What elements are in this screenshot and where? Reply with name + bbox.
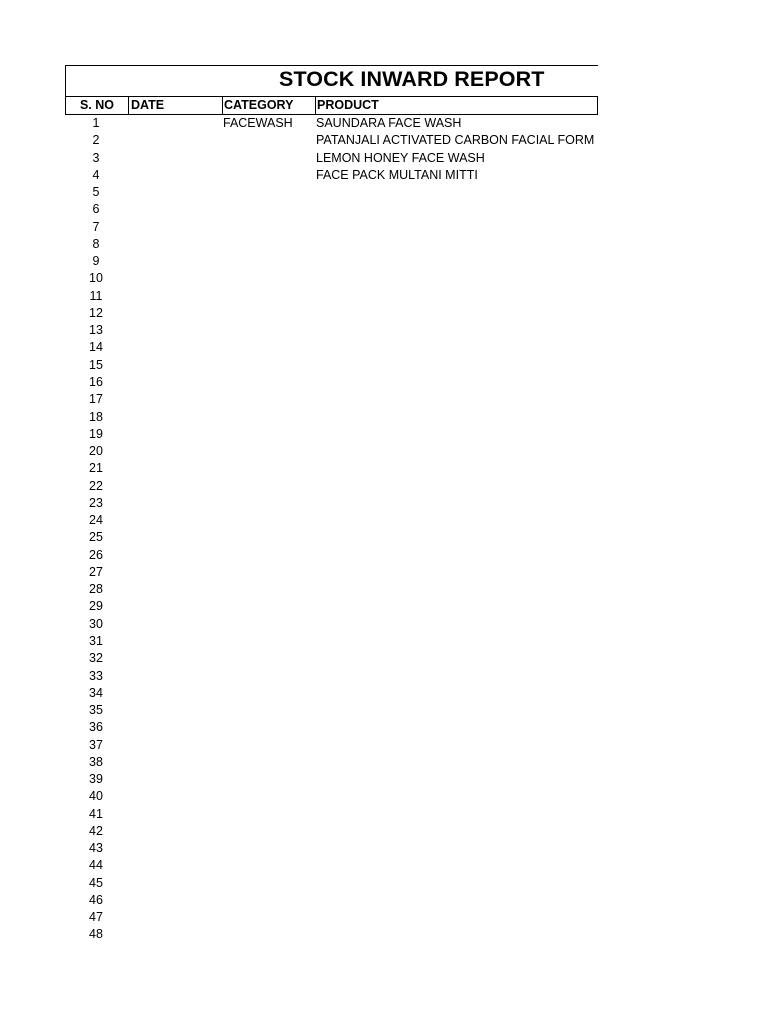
cell-sno: 3 bbox=[92, 150, 100, 165]
cell-sno: 24 bbox=[89, 513, 103, 528]
table-row bbox=[65, 529, 598, 546]
table-row bbox=[65, 478, 598, 495]
cell-sno: 33 bbox=[89, 668, 103, 683]
cell-sno: 32 bbox=[89, 651, 103, 666]
table-row bbox=[65, 201, 598, 218]
table-row bbox=[65, 926, 598, 943]
cell-sno: 21 bbox=[89, 461, 103, 476]
cell-sno: 47 bbox=[89, 910, 103, 925]
table-row bbox=[65, 253, 598, 270]
cell-sno: 1 bbox=[92, 116, 100, 130]
table-row bbox=[65, 754, 598, 771]
table-row bbox=[65, 719, 598, 736]
cell-sno: 28 bbox=[89, 582, 103, 597]
table-row bbox=[65, 236, 598, 253]
header-date: DATE bbox=[128, 97, 222, 114]
table-row bbox=[65, 115, 598, 132]
cell-sno: 29 bbox=[89, 599, 103, 614]
table-row bbox=[65, 495, 598, 512]
cell-sno: 6 bbox=[92, 202, 100, 217]
table-row bbox=[65, 668, 598, 685]
header-category: CATEGORY bbox=[222, 97, 315, 114]
table-row bbox=[65, 737, 598, 754]
cell-sno: 39 bbox=[89, 772, 103, 787]
cell-sno: 31 bbox=[89, 633, 103, 648]
table-row bbox=[65, 132, 598, 149]
cell-sno: 16 bbox=[89, 374, 103, 389]
table-row bbox=[65, 598, 598, 615]
table-row bbox=[65, 650, 598, 667]
cell-sno: 43 bbox=[89, 841, 103, 856]
cell-sno: 22 bbox=[89, 478, 103, 493]
table-row bbox=[65, 305, 598, 322]
cell-sno: 19 bbox=[89, 426, 103, 441]
table-row bbox=[65, 409, 598, 426]
header-sno: S. NO bbox=[79, 98, 115, 112]
cell-sno: 12 bbox=[89, 305, 103, 320]
stock-inward-report-sheet bbox=[65, 65, 598, 944]
cell-sno: 44 bbox=[89, 858, 103, 873]
cell-sno: 18 bbox=[89, 409, 103, 424]
cell-sno: 5 bbox=[92, 185, 100, 200]
report-title: STOCK INWARD REPORT bbox=[279, 67, 545, 91]
table-row bbox=[65, 374, 598, 391]
table-row bbox=[65, 633, 598, 650]
table-row bbox=[65, 391, 598, 408]
cell-sno: 37 bbox=[89, 737, 103, 752]
cell-sno: 27 bbox=[89, 564, 103, 579]
cell-sno: 8 bbox=[92, 236, 100, 251]
cell-sno: 41 bbox=[89, 806, 103, 821]
table-row bbox=[65, 892, 598, 909]
cell-product: FACE PACK MULTANI MITTI bbox=[316, 167, 478, 182]
table-row bbox=[65, 616, 598, 633]
cell-sno: 35 bbox=[89, 703, 103, 718]
table-row bbox=[65, 564, 598, 581]
cell-product: SAUNDARA FACE WASH bbox=[316, 116, 462, 130]
table-header-row bbox=[65, 96, 598, 115]
table-row bbox=[65, 219, 598, 236]
cell-sno: 20 bbox=[89, 444, 103, 459]
cell-sno: 2 bbox=[92, 133, 100, 148]
table-row bbox=[65, 443, 598, 460]
cell-sno: 26 bbox=[89, 547, 103, 562]
table-row bbox=[65, 840, 598, 857]
table-row bbox=[65, 167, 598, 184]
table-row bbox=[65, 184, 598, 201]
cell-category: FACEWASH bbox=[223, 116, 293, 130]
table-row bbox=[65, 512, 598, 529]
table-row bbox=[65, 909, 598, 926]
table-row bbox=[65, 857, 598, 874]
table-row bbox=[65, 581, 598, 598]
table-row bbox=[65, 547, 598, 564]
table-row bbox=[65, 460, 598, 477]
cell-sno: 7 bbox=[92, 219, 100, 234]
cell-sno: 14 bbox=[89, 340, 103, 355]
table-body bbox=[65, 115, 598, 944]
table-row bbox=[65, 339, 598, 356]
cell-sno: 45 bbox=[89, 875, 103, 890]
table-row bbox=[65, 357, 598, 374]
cell-sno: 38 bbox=[89, 754, 103, 769]
cell-product: LEMON HONEY FACE WASH bbox=[316, 150, 485, 165]
cell-sno: 9 bbox=[92, 254, 100, 269]
report-title-box bbox=[65, 65, 598, 96]
cell-sno: 11 bbox=[89, 288, 103, 303]
table-row bbox=[65, 788, 598, 805]
table-row bbox=[65, 270, 598, 287]
table-row bbox=[65, 823, 598, 840]
table-row bbox=[65, 288, 598, 305]
table-row bbox=[65, 806, 598, 823]
cell-sno: 15 bbox=[89, 357, 103, 372]
cell-sno: 23 bbox=[89, 495, 103, 510]
table-row bbox=[65, 702, 598, 719]
table-row bbox=[65, 771, 598, 788]
table-row bbox=[65, 150, 598, 167]
cell-sno: 34 bbox=[89, 685, 103, 700]
table-row bbox=[65, 426, 598, 443]
cell-sno: 10 bbox=[89, 271, 103, 286]
cell-product: PATANJALI ACTIVATED CARBON FACIAL FORM bbox=[316, 133, 595, 148]
cell-sno: 13 bbox=[89, 323, 103, 338]
cell-sno: 42 bbox=[89, 823, 103, 838]
cell-sno: 25 bbox=[89, 530, 103, 545]
cell-sno: 40 bbox=[89, 789, 103, 804]
cell-sno: 46 bbox=[89, 892, 103, 907]
table-row bbox=[65, 875, 598, 892]
cell-sno: 36 bbox=[89, 720, 103, 735]
cell-sno: 30 bbox=[89, 616, 103, 631]
table-row bbox=[65, 685, 598, 702]
table-row bbox=[65, 322, 598, 339]
cell-sno: 48 bbox=[89, 927, 103, 942]
cell-sno: 17 bbox=[89, 392, 103, 407]
cell-sno: 4 bbox=[92, 167, 100, 182]
header-product: PRODUCT bbox=[315, 97, 597, 114]
